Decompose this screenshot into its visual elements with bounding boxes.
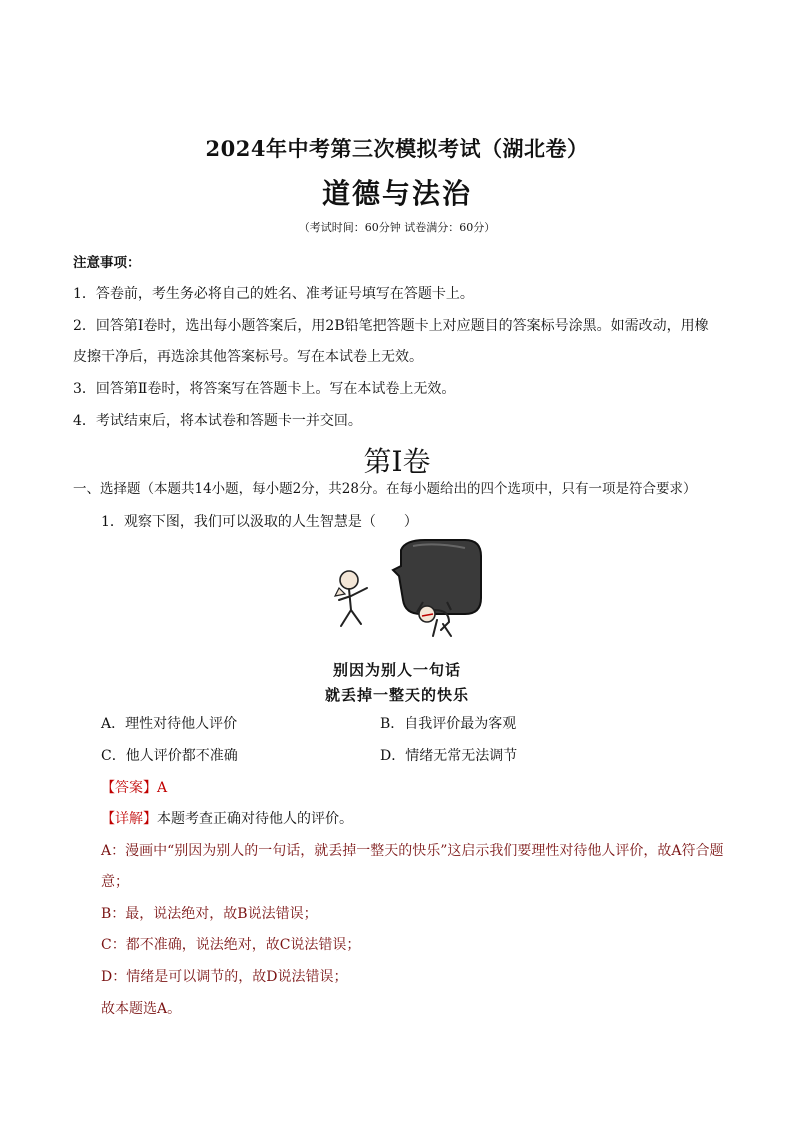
analysis-a-line-1: A：漫画中“别因为别人的一句话，就丢掉一整天的快乐”这启示我们要理性对待他人评价，故A符合题	[101, 843, 724, 859]
part-one-heading: 第Ⅰ卷	[363, 445, 431, 478]
notes-item-2-cont: 皮擦干净后，再选涂其他答案标号。写在本试卷上无效。	[73, 349, 423, 365]
detail-intro: 本题考查正确对待他人的评价。	[157, 811, 353, 827]
option-b: B．自我评价最为客观	[380, 716, 517, 732]
question-1-stem: 1．观察下图，我们可以汲取的人生智慧是（ ）	[101, 514, 418, 530]
cartoon-man-carrying-black-speech-bubble-icon	[325, 536, 485, 640]
notes-item-2: 2．回答第Ⅰ卷时，选出每小题答案后，用2B铅笔把答题卡上对应题目的答案标号涂黑。如需改动，用橡	[73, 318, 709, 334]
exam-title: 2024年中考第三次模拟考试（湖北卷）	[205, 136, 589, 161]
detail-line	[101, 808, 353, 828]
detail-tag: 【详解】	[101, 811, 157, 827]
answer-tag: 【答案】	[101, 780, 157, 796]
exam-time-info: （考试时间：60分钟 试卷满分：60分）	[298, 221, 496, 234]
notes-item-4: 4．考试结束后，将本试卷和答题卡一并交回。	[73, 413, 362, 429]
cartoon-caption-line-1: 别因为别人一句话	[332, 661, 461, 679]
analysis-c: C：都不准确，说法绝对，故C说法错误；	[101, 937, 361, 953]
section-heading: 一、选择题（本题共14小题，每小题2分，共28分。在每小题给出的四个选项中，只有一项是符合要求）	[73, 481, 697, 497]
option-c: C．他人评价都不准确	[101, 748, 238, 764]
exam-subject: 道德与法治	[321, 177, 472, 210]
notes-heading: 注意事项：	[73, 255, 141, 271]
option-d: D．情绪无常无法调节	[380, 748, 518, 764]
analysis-d: D：情绪是可以调节的，故D说法错误；	[101, 969, 348, 985]
option-a: A．理性对待他人评价	[101, 716, 238, 732]
answer-value: A	[157, 780, 168, 796]
conclusion: 故本题选A。	[101, 1001, 182, 1017]
analysis-a-line-2: 意；	[101, 874, 129, 890]
notes-item-1: 1．答卷前，考生务必将自己的姓名、准考证号填写在答题卡上。	[73, 286, 474, 302]
analysis-b: B：最，说法绝对，故B说法错误；	[101, 906, 318, 922]
cartoon-caption-line-2: 就丢掉一整天的快乐	[324, 686, 469, 704]
notes-item-3: 3．回答第Ⅱ卷时，将答案写在答题卡上。写在本试卷上无效。	[73, 381, 456, 397]
answer-line	[101, 777, 167, 797]
